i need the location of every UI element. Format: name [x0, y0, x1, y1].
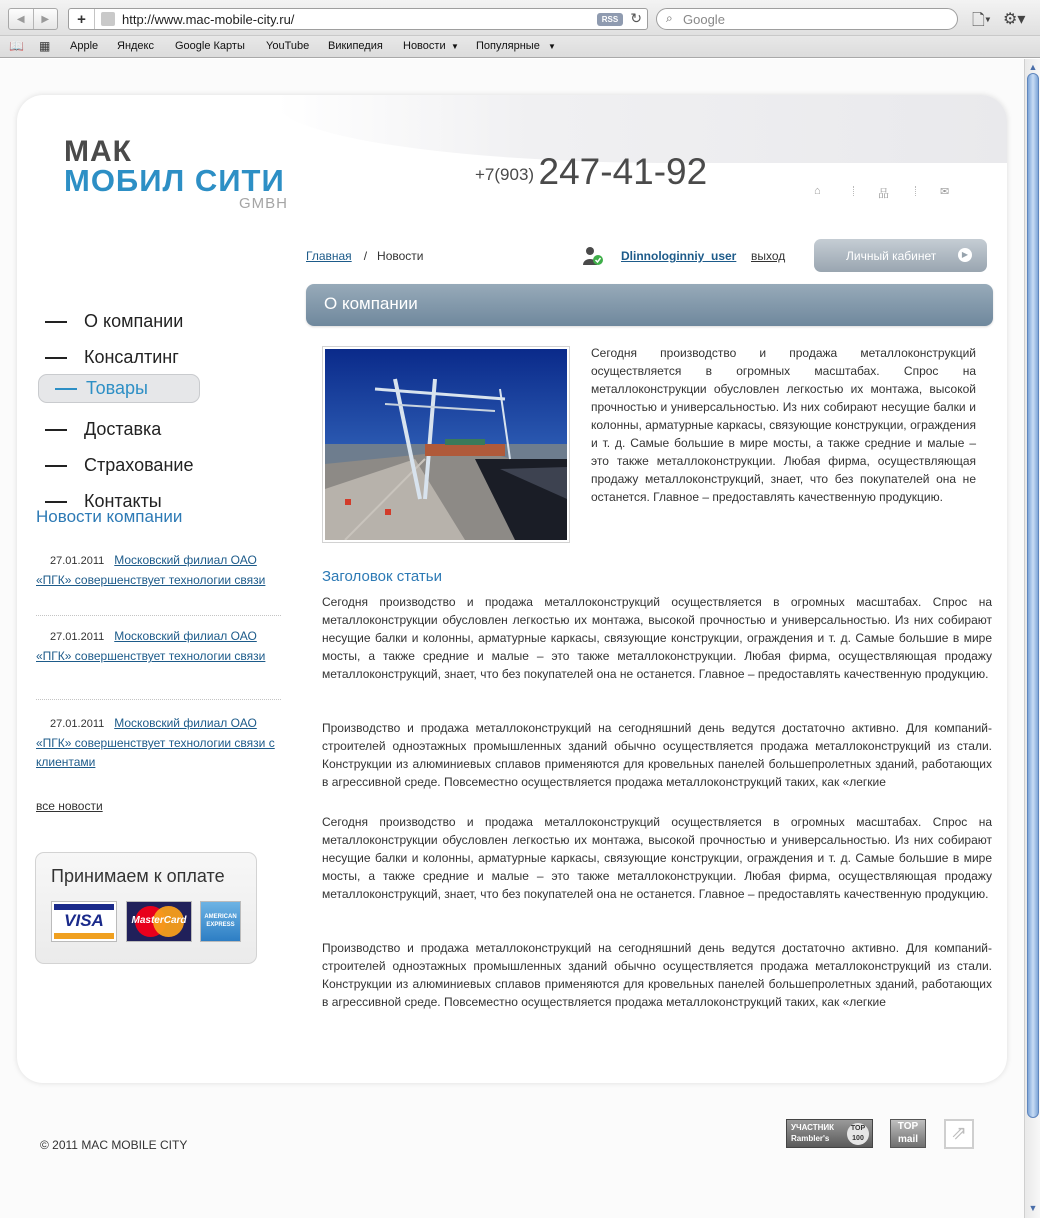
- news-item: [36, 714, 281, 772]
- browser-toolbar: [0, 0, 1040, 36]
- mastercard-logo: [126, 901, 192, 942]
- username-link[interactable]: Dlinnologinniy_user: [621, 249, 737, 263]
- content-card: [17, 95, 1007, 1083]
- payment-title: Принимаем к оплате: [51, 866, 225, 886]
- nav-item-label: Товары: [86, 378, 148, 398]
- article-paragraph: Сегодня производство и продажа металлоконструкций осуществляется в огромных масштабах. Спрос на металлоконструкции обусловлен легкостью их монтажа, высокой прочностью и универсальностью. Из них собирают несущие балки и колонны, арматурные каркасы, связующие конструкции, ограждения и т. д. Самые большие в мире мосты, а также средние и малые – это также металлоконструкции. Любая фирма, осуществляющая продажу металлоконструкций, знает, что без покупателей она не останется. Главное – предоставлять качественную продукцию.: [322, 815, 992, 901]
- arrow-right-icon: ▶: [958, 248, 972, 262]
- news-date: 27.01.2011: [50, 631, 105, 643]
- address-input[interactable]: http://www.mac-mobile-city.ru/: [122, 12, 295, 27]
- chevron-down-icon[interactable]: ▼: [451, 42, 459, 51]
- bookmark-youtube[interactable]: YouTube: [266, 40, 310, 52]
- breadcrumb-separator: /: [363, 249, 368, 263]
- page-menu-icon[interactable]: 🗋▾: [972, 12, 991, 29]
- news-title: Новости компании: [36, 507, 183, 526]
- news-divider: [36, 699, 281, 700]
- reading-list-icon[interactable]: 📖: [9, 39, 24, 53]
- search-field[interactable]: [656, 8, 958, 30]
- sitemap-icon[interactable]: 品: [878, 188, 889, 200]
- favicon-icon: [101, 12, 115, 26]
- topmail-counter[interactable]: TOP mail: [890, 1119, 926, 1148]
- account-button[interactable]: [814, 239, 987, 272]
- address-bar[interactable]: [68, 8, 648, 30]
- nav-item-company[interactable]: [37, 307, 200, 336]
- news-link[interactable]: Московский филиал ОАО «ПГК» совершенствует технологии связи с клиентами: [36, 716, 275, 769]
- dash-icon: [45, 501, 67, 503]
- add-bookmark-icon[interactable]: +: [69, 9, 95, 29]
- bookmark-yandex[interactable]: Яндекс: [117, 40, 154, 52]
- nav-item-label: Страхование: [84, 455, 194, 475]
- dash-icon: [55, 388, 77, 390]
- news-date: 27.01.2011: [50, 555, 105, 567]
- port-photo: [322, 346, 570, 543]
- nav-item-insurance[interactable]: [37, 451, 200, 480]
- breadcrumb-home[interactable]: Главная: [306, 249, 352, 263]
- nav-item-label: Доставка: [84, 419, 162, 439]
- dash-icon: [45, 357, 67, 359]
- home-icon[interactable]: ⌂: [814, 185, 821, 197]
- all-news-link[interactable]: все новости: [36, 799, 103, 813]
- dash-icon: [45, 465, 67, 467]
- bookmark-news[interactable]: Новости: [403, 40, 446, 52]
- search-placeholder: Google: [683, 12, 725, 27]
- web-page: [0, 59, 1024, 1218]
- article-paragraph: Производство и продажа металлоконструкций на сегодняшний день ведутся достаточно активно. Для компаний-строителей одноэтажных промышленных зданий обычно осуществляется продажа металлоконструкций из стали. Конструкции из алюминиевых сплавов применяются для кровельных панелей большепролетных зданий, работающих в агрессивной среде. Повсеместно осуществляется продажа металлоконструкций таких, как «легкие: [322, 721, 992, 789]
- rambler-text: УЧАСТНИК Rambler's: [791, 1123, 835, 1143]
- user-icon: [582, 246, 604, 266]
- breadcrumb: [306, 249, 423, 263]
- dash-icon: [45, 429, 67, 431]
- amex-text: AMERICAN EXPRESS: [204, 914, 237, 928]
- logo-line-3: GMBH: [239, 195, 288, 212]
- visa-logo: [51, 901, 117, 942]
- nav-item-label: Контакты: [84, 491, 162, 511]
- news-link[interactable]: Московский филиал ОАО «ПГК» совершенствует технологии связи: [36, 553, 266, 587]
- section-title: О компании: [306, 284, 993, 326]
- news-date: 27.01.2011: [50, 718, 105, 730]
- nav-item-products[interactable]: [38, 374, 200, 403]
- cargo-port-image: [325, 349, 567, 540]
- article-title: Заголовок статьи: [322, 568, 442, 585]
- bookmark-popular[interactable]: Популярные: [476, 40, 540, 52]
- article-paragraph: Сегодня производство и продажа металлоконструкций осуществляется в огромных масштабах. Спрос на металлоконструкции обусловлен легкостью их монтажа, высокой прочностью и универсальностью. Из них собирают несущие балки и колонны, арматурные каркасы, связующие конструкции, ограждения и т. д. Самые большие в мире мосты, а также средние и малые – это также металлоконструкции. Любая фирма, осуществляющая продажу металлоконструкций, знает, что без покупателей она не останется. Главное – предоставлять качественную продукцию.: [322, 595, 992, 681]
- news-divider: [36, 615, 281, 616]
- nav-item-delivery[interactable]: [37, 415, 200, 444]
- nav-item-label: О компании: [84, 311, 184, 331]
- scroll-thumb[interactable]: [1027, 73, 1039, 1118]
- news-item: [36, 627, 281, 666]
- vertical-scrollbar[interactable]: [1024, 59, 1040, 1218]
- nav-item-label: Консалтинг: [84, 347, 179, 367]
- scroll-up-icon[interactable]: ▲: [1028, 62, 1038, 72]
- bookmark-google-maps[interactable]: Google Карты: [175, 40, 245, 52]
- phone-main: 247-41-92: [538, 151, 708, 192]
- account-button-label: Личный кабинет: [846, 248, 937, 263]
- back-icon[interactable]: ◀: [9, 9, 34, 29]
- site-logo[interactable]: [64, 135, 288, 212]
- logo-line-1: МАК: [64, 135, 132, 168]
- header-divider: [915, 186, 916, 196]
- nav-item-consulting[interactable]: [37, 343, 200, 372]
- gear-icon[interactable]: ⚙▾: [1003, 11, 1026, 28]
- logout-link[interactable]: выход: [751, 249, 786, 263]
- visa-text: VISA: [64, 911, 104, 930]
- header-divider: [853, 186, 854, 196]
- payment-box: [35, 852, 257, 964]
- copyright: © 2011 MAC MOBILE CITY: [40, 1138, 188, 1152]
- bookmarks-bar: [0, 36, 1040, 58]
- history-buttons: [8, 8, 58, 30]
- article-paragraph: Производство и продажа металлоконструкций на сегодняшний день ведутся достаточно активно. Для компаний-строителей одноэтажных промышленных зданий обычно осуществляется продажа металлоконструкций из стали. Конструкции из алюминиевых сплавов применяются для кровельных панелей большепролетных зданий, работающих в агрессивной среде. Повсеместно осуществляется продажа металлоконструкций таких, как «легкие: [322, 941, 992, 1009]
- rambler-top-badge: TOP 100: [847, 1123, 869, 1145]
- forward-icon[interactable]: ▶: [41, 13, 50, 25]
- rambler-counter[interactable]: [786, 1119, 873, 1148]
- mastercard-text: MasterCard: [131, 915, 187, 926]
- intro-text: Сегодня производство и продажа металлоконструкций осуществляется в огромных масштабах. Спрос на металлоконструкции обусловлен легкостью их монтажа, высокой прочностью и универсальностью. Из них собирают несущие балки и колонны, арматурные каркасы, связующие конструкции, ограждения и т. д. Самые большие в мире мосты, а также средние и малые – это также металлоконструкции. Любая фирма, осуществляющая продажу металлоконструкций, знает, что без покупателей она не останется. Главное – предоставлять качественную продукцию.: [591, 346, 976, 504]
- chevron-down-icon[interactable]: ▼: [548, 42, 556, 51]
- news-item: [36, 551, 281, 590]
- search-icon: ⌕: [666, 11, 673, 25]
- dash-icon: [45, 321, 67, 323]
- top-sites-icon[interactable]: ▦: [39, 39, 51, 53]
- mail-icon[interactable]: ✉: [940, 186, 950, 198]
- scroll-down-icon[interactable]: ▼: [1028, 1203, 1038, 1213]
- amex-logo: [200, 901, 241, 942]
- logo-line-2: МОБИЛ СИТИ: [64, 163, 285, 198]
- breadcrumb-current: Новости: [377, 249, 424, 263]
- news-link[interactable]: Московский филиал ОАО «ПГК» совершенствует технологии связи: [36, 629, 266, 663]
- external-link-icon[interactable]: ⇗: [944, 1119, 974, 1149]
- bookmark-apple[interactable]: Apple: [70, 40, 99, 52]
- reload-icon[interactable]: ↻: [630, 10, 642, 26]
- phone-number: [475, 151, 707, 193]
- phone-prefix: +7(903): [475, 165, 535, 184]
- bookmark-wikipedia[interactable]: Википедия: [328, 40, 383, 52]
- rss-badge[interactable]: RSS: [597, 13, 623, 26]
